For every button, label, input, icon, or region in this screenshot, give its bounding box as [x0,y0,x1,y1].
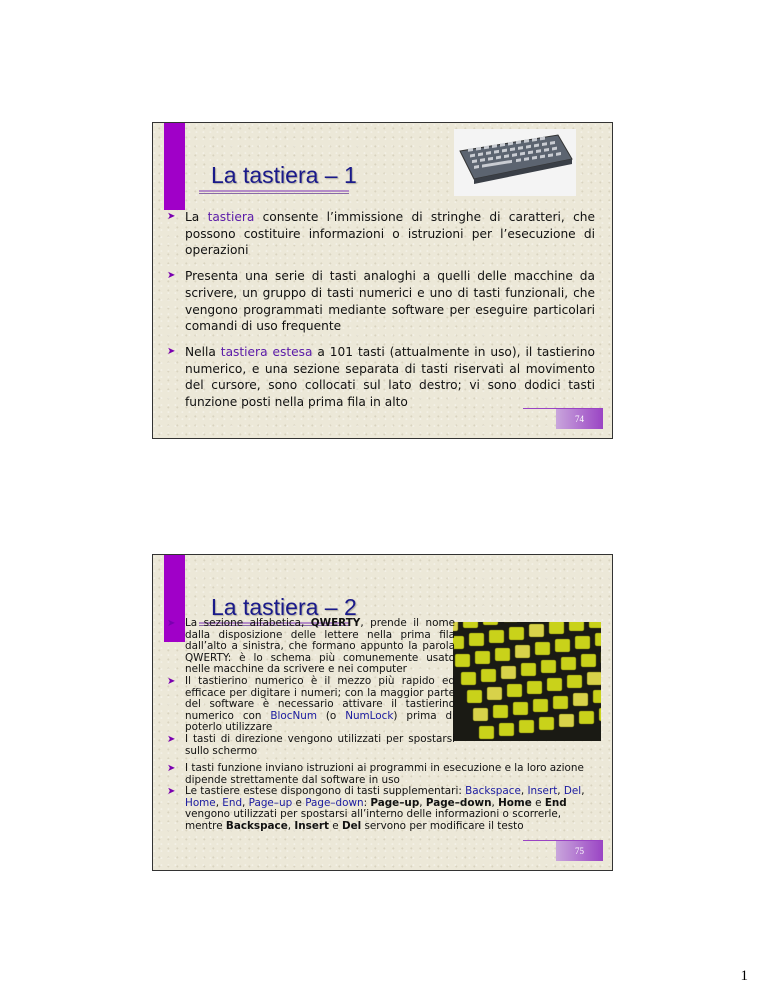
bullet-text: Il tastierino numerico è il mezzo più rapido ed efficace per digitare i numeri; con la maggior parte del software è necessario attivare il tastierino numerico con [185,674,455,722]
keyboard-closeup-image [453,622,601,741]
keyboard-key [527,681,542,694]
bullet-arrow-icon: ➤ [167,211,176,222]
bullet-arrow-icon: ➤ [167,763,176,774]
keyboard-key [501,666,516,679]
bullet-text: La [185,210,208,224]
keyboard-key [587,672,601,685]
highlighted-term: Insert [527,785,558,798]
bullet-text: consente l’immissione di stringhe di caratteri, che possono costituire informazioni o istruzioni per l’esecuzione di operazioni [185,210,595,258]
highlighted-term: NumLock [345,709,394,722]
bullet-text: Nella [185,344,221,359]
keyboard-key [495,648,510,661]
bullet-text: , [242,796,249,809]
bullet-arrow-icon: ➤ [167,270,176,282]
bullet-text: e [292,796,306,809]
highlighted-term: Insert [294,819,329,832]
bullet-arrow-icon: ➤ [167,618,176,629]
slide-number: 75 [556,841,603,861]
bullet-list-bottom [165,763,595,833]
keyboard-key [553,696,568,709]
bullet-text: , [581,785,585,798]
keyboard-key [479,726,494,739]
bullet-text: : [363,796,371,809]
bullet-text: ) prima di poterlo utilizzare [185,709,455,734]
keyboard-key [481,669,496,682]
keyboard-key [487,687,502,700]
keyboard-key [549,622,564,634]
bullet-text: , [215,796,223,809]
keyboard-key [541,660,556,673]
keyboard-key [593,690,601,703]
keyboard-key [513,702,528,715]
keyboard-key [573,693,588,706]
highlighted-term: Backspace [225,819,288,832]
keyboard-key [489,630,504,643]
highlighted-term: Page–down [305,796,364,809]
bullet-text: , [491,796,499,809]
keyboard-key [599,708,601,721]
keyboard-key [475,651,490,664]
highlighted-term: Del [341,819,362,832]
bullet-text: I tasti funzione inviano istruzioni ai programmi in esecuzione e la loro azione dipende strettamente dal software in uso [185,762,584,786]
keyboard-key [567,675,582,688]
keyboard-key [559,714,574,727]
bullet-arrow-icon: ➤ [167,345,176,357]
accent-bar [164,123,185,210]
keyboard-key [581,654,596,667]
bullet-text: , [287,819,295,832]
bullet-text: Presenta una serie di tasti analoghi a quelli delle macchine da scrivere, un gruppo di tasti numerici e uno di tasti funzionali, che vengono programmati mediante software per eseguire particolari comandi di uso frequente [185,269,595,334]
highlighted-term: tastiera [207,210,255,224]
bullet-arrow-icon: ➤ [167,786,176,798]
slide-75 [152,554,613,871]
bullet-item [165,786,595,832]
bullet-text: La sezione alfabetica, [185,617,311,629]
page-number: 1 [740,968,748,984]
bullet-text: a 101 tasti (attualmente in uso), il tastierino numerico, e una sezione separata di tasti riservati al movimento del cursore, sono collocati sul lato destro; vi sono dodici tasti funzione posti nella prima fila in alto [185,344,595,410]
slide-title: La tastiera – 2 [211,594,357,620]
keyboard-key [473,708,488,721]
keyboard-key [463,622,478,628]
keyboard-key [539,717,554,730]
keyboard-key [533,699,548,712]
bullet-text: , [557,785,564,798]
keyboard-key [547,678,562,691]
highlighted-term: Del [563,785,582,798]
bullet-text: e [531,796,545,809]
bullet-arrow-icon: ➤ [167,733,176,745]
keyboard-key [455,654,470,667]
slide-74 [152,122,613,439]
highlighted-term: Home [498,796,532,809]
bullet-text: e [328,819,342,832]
highlighted-term: Page–down [425,796,492,809]
keyboard-key [509,627,524,640]
keyboard-key [589,622,601,628]
highlighted-term: BlocNum [270,709,317,722]
bullet-item [165,268,595,335]
bullet-text: servono per modificare il testo [361,819,524,832]
highlighted-term: Backspace [465,785,521,798]
bullet-text: vengono utilizzati per spostarsi all’interno delle informazioni o scorrerle, mentre [185,808,562,832]
keyboard-key [493,705,508,718]
keyboard-key [575,636,590,649]
slide-number: 74 [556,409,603,429]
keyboard-key [469,633,484,646]
highlighted-term: End [222,796,243,809]
highlighted-term: tastiera estesa [220,344,313,359]
keyboard-key [579,711,594,724]
keyboard-key [461,672,476,685]
title-underline [199,190,349,192]
keyboard-key [569,622,584,631]
keyboard-key [555,639,570,652]
keyboard-key [499,723,514,736]
bullet-text: , [419,796,426,809]
keyboard-key [515,645,530,658]
highlighted-term: QWERTY [310,617,361,629]
keyboard-key [519,720,534,733]
bullet-list [165,209,595,420]
bullet-text: , prende il nome dalla disposizione delle lettere nella prima fila dall’alto a sinistra, che formano appunto la parola QWERTY: è lo schema più comunemente usato nelle macchine da scrivere e nei computer [185,617,455,676]
bullet-arrow-icon: ➤ [167,675,176,687]
highlighted-term: End [544,796,567,809]
keyboard-key [535,642,550,655]
keyboard-key [561,657,576,670]
keyboard-key [595,633,601,646]
bullet-item [165,676,455,734]
bullet-item [165,618,455,676]
bullet-item [165,734,455,757]
bullet-item [165,344,595,411]
keyboard-key [467,690,482,703]
bullet-list-top [165,618,455,757]
bullet-text: , [520,785,528,798]
keyboard-key [529,624,544,637]
highlighted-term: Home [185,796,216,809]
bullet-text: Le tastiere estese dispongono di tasti supplementari: [185,785,466,798]
bullet-text: (o [316,709,346,722]
bullet-item [165,763,595,786]
keyboard-image [454,129,576,196]
bullet-item [165,209,595,259]
highlighted-term: Page–up [370,796,420,809]
highlighted-term: Page–up [248,796,293,809]
bullet-text: I tasti di direzione vengono utilizzati per spostarsi sullo schermo [185,732,455,757]
slide-title: La tastiera – 1 [211,162,357,188]
keyboard-key [521,663,536,676]
title-underline-shadow [199,193,349,194]
keyboard-key [483,622,498,625]
keyboard-key [507,684,522,697]
